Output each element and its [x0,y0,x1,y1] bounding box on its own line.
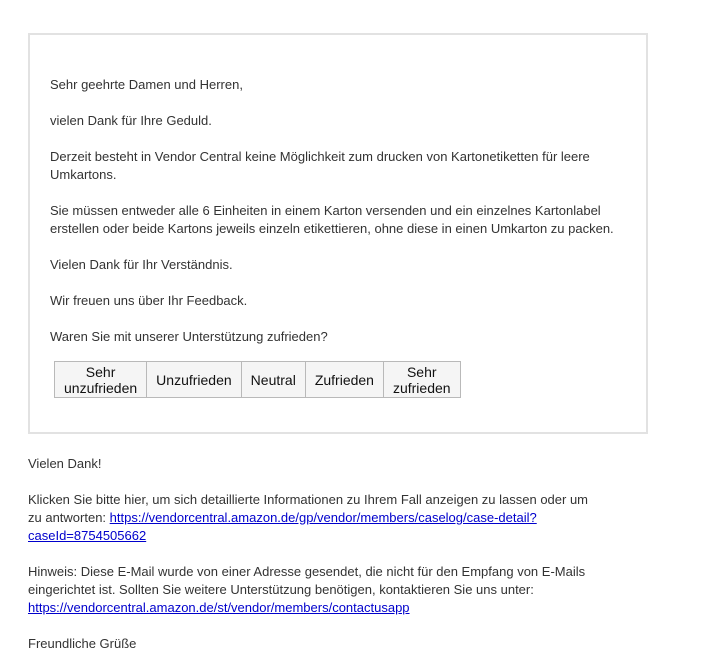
no-option-line-1: Derzeit besteht in Vendor Central keine Möglichkeit zum drucken von Kartonetiketten für leere [50,149,590,164]
survey-row [55,362,461,398]
very-unsatisfied-line-1: Sehr [85,363,116,380]
very-unsatisfied-button[interactable] [55,362,147,398]
notice-paragraph [28,563,618,617]
satisfied-button[interactable]: Zufrieden [305,362,383,398]
message-box [28,33,648,434]
options-line-2: erstellen oder beide Kartons jeweils einzeln etikettieren, ohne diese in einen Umkarton zu packen. [50,221,614,236]
unsatisfied-button[interactable]: Unzufrieden [147,362,242,398]
neutral-button[interactable]: Neutral [241,362,305,398]
notice-line-1: Hinweis: Diese E-Mail wurde von einer Adresse gesendet, die nicht für den Empfang von E-Mails [28,564,586,579]
very-satisfied-button[interactable] [383,362,460,398]
options-paragraph [50,202,640,238]
case-details-line-1: Klicken Sie bitte hier, um sich detaillierte Informationen zu Ihrem Fall anzeigen zu lassen oder um [28,492,589,507]
greeting-text: Sehr geehrte Damen und Herren, [50,77,243,92]
closing-regards: Freundliche Grüße [28,636,137,651]
no-option-line-2: Umkartons. [50,167,117,182]
case-details-paragraph [28,491,618,545]
case-link-part-1: https://vendorcentral.amazon.de/gp/vendor/members/caselog/case-detail? [109,510,537,525]
closing-thanks: Vielen Dank! [28,456,102,471]
thanks-patience-text: vielen Dank für Ihre Geduld. [50,113,212,128]
no-option-paragraph [50,148,640,184]
thanks-understanding-text: Vielen Dank für Ihr Verständnis. [50,257,233,272]
feedback-text: Wir freuen uns über Ihr Feedback. [50,293,248,308]
case-link-part-2: caseId=8754505662 [28,528,147,543]
notice-line-2: eingerichtet ist. Sollten Sie weitere Unterstützung benötigen, kontaktieren Sie uns unter: [28,582,534,597]
very-satisfied-line-1: Sehr [406,363,437,380]
satisfaction-survey [54,361,461,398]
very-satisfied-line-2: zufrieden [392,379,451,396]
very-unsatisfied-line-2: unzufrieden [64,379,138,396]
case-details-line-2-prefix: zu antworten: [28,510,110,525]
survey-question: Waren Sie mit unserer Unterstützung zufrieden? [50,329,328,344]
contact-us-link[interactable]: https://vendorcentral.amazon.de/st/vendor/members/contactusapp [28,600,410,615]
options-line-1: Sie müssen entweder alle 6 Einheiten in einem Karton versenden und ein einzelnes Kartonlabel [50,203,601,218]
